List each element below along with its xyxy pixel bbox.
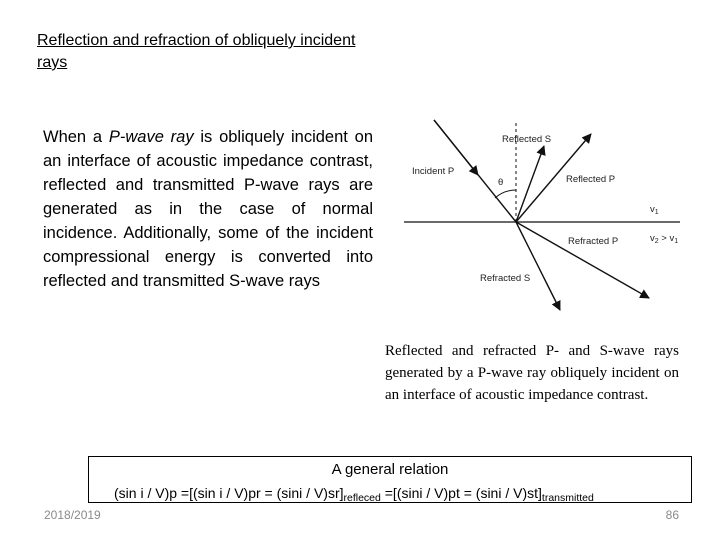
incidence-angle-arc [495, 190, 516, 198]
formula-heading: A general relation [331, 461, 449, 478]
label-reflected-s: Reflected S [502, 134, 552, 145]
formula-main: (sin i / V)p =[(sin i / V)pr = (sini / V)sr] [114, 485, 344, 501]
formula-sub-reflected: refleced [343, 492, 381, 504]
label-reflected-p: Reflected P [566, 174, 616, 185]
footer-date: 2018/2019 [44, 508, 101, 522]
label-velocity-condition: $v_2 > v_1$ [650, 233, 679, 245]
body-text-italic: P-wave ray [108, 128, 194, 146]
page-number: 86 [665, 508, 679, 522]
label-incident-p: Incident P [412, 166, 455, 177]
label-refracted-p: Refracted P [568, 236, 619, 247]
formula-box [88, 456, 692, 503]
formula-equation [114, 484, 594, 507]
label-v1: $v_1$ [650, 204, 659, 216]
formula-mid: =[(sini / V)pt = (sini / V)st] [380, 485, 542, 501]
ray-diagram [394, 118, 684, 313]
label-theta: θ [498, 177, 504, 188]
ray-diagram-svg [394, 118, 684, 313]
refracted-p-ray [516, 222, 649, 298]
label-refracted-s: Refracted S [480, 273, 531, 284]
formula-sub-transmitted: transmitted [541, 492, 594, 504]
body-text-part3: is obliquely incident on an interface of acoustic impedance contrast, reflected and transmitted P-wave rays are generated as in the case of normal incidence. Additionally, some of the incident compressional energy is converted into reflected and transmitted S-wave rays [43, 128, 374, 290]
body-text-part1: When a [43, 128, 109, 146]
reflected-s-ray [516, 146, 544, 222]
slide-title: Reflection and refraction of obliquely incident rays [37, 32, 356, 71]
body-paragraph [43, 125, 373, 293]
figure-caption: Reflected and refracted P- and S-wave rays generated by a P-wave ray obliquely incident on an interface of acoustic impedance contrast. [385, 343, 679, 403]
